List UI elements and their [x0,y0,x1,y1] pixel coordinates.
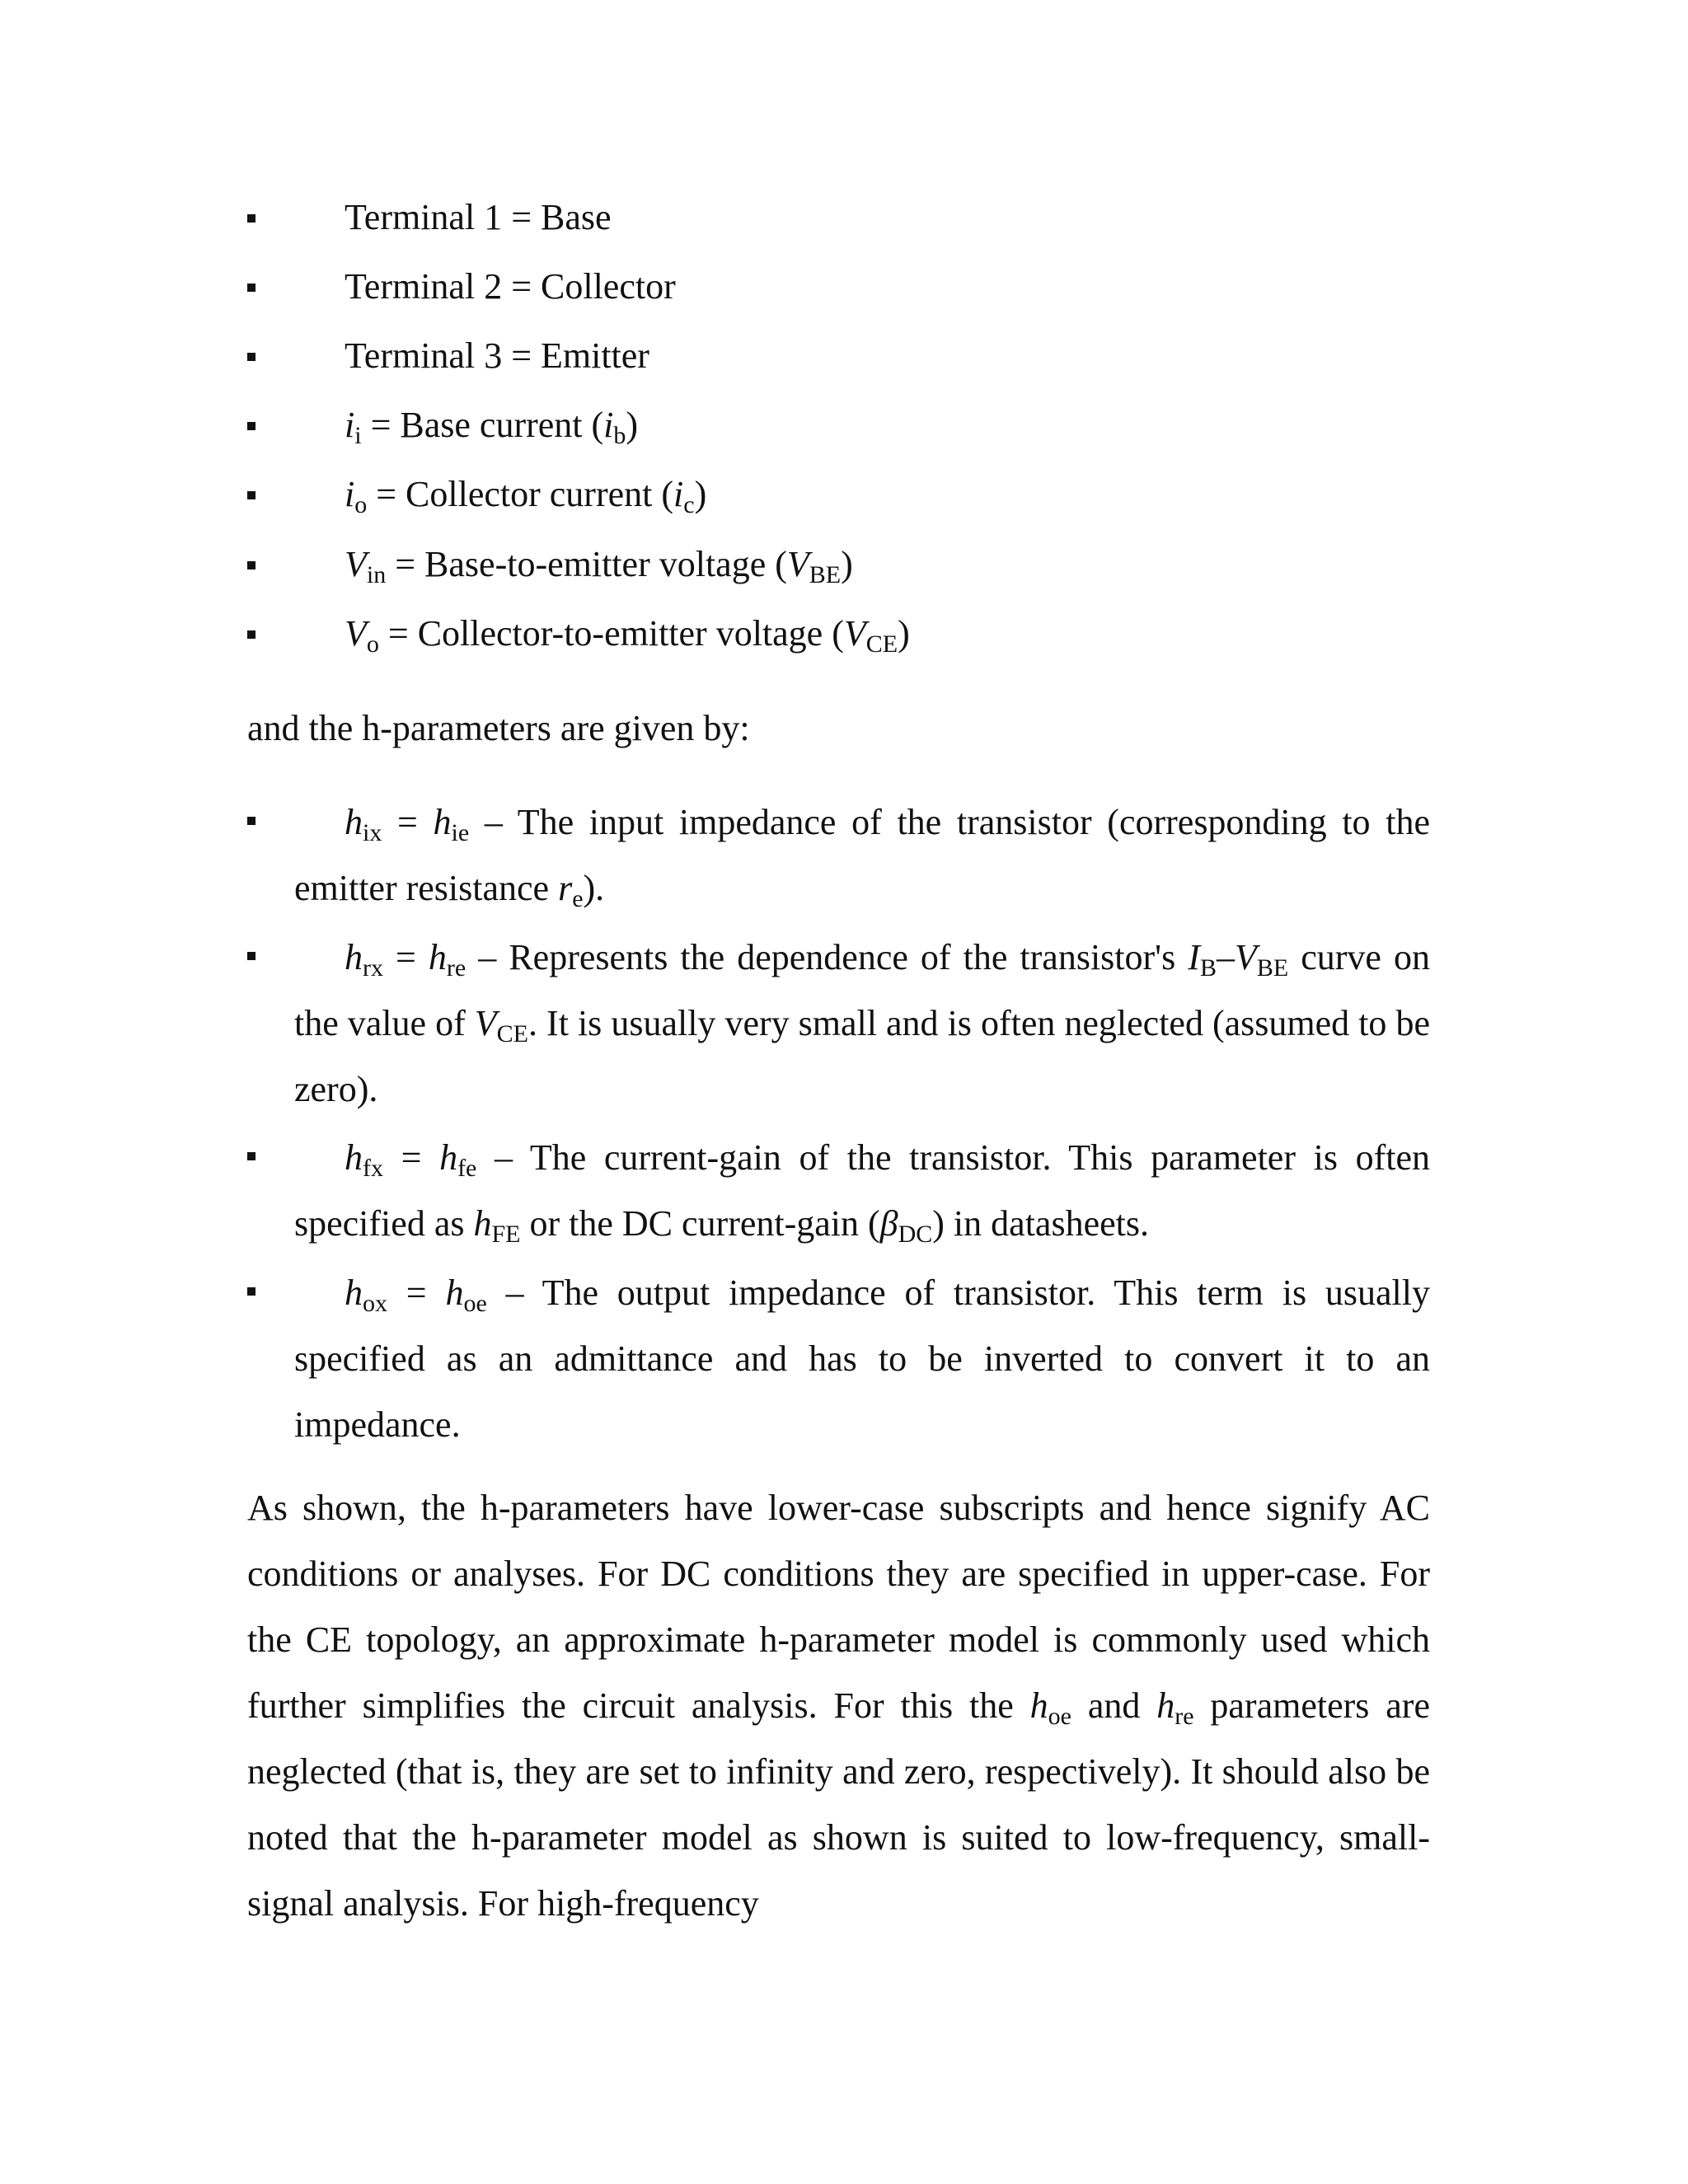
list-bullet [247,353,256,361]
closing-paragraph: As shown, the h-parameters have lower-case subscripts and hence signify AC conditions or analyses. For DC conditions they are specified in upper-case. For the CE topology, an approximate h-parameter model is commonly used which further simplifies the circuit analysis. For this the $h_{oe}$ and $h_{re}$ parameters are neglected (that is, they are set to infinity and zero, respectively). It should also be noted that the h-parameter model as shown is suited to low-frequency, small-signal analysis. For high-frequency [247,1488,1430,1924]
terminal-2-line: Terminal 2 = Collector [345,266,676,307]
list-bullet [247,214,256,223]
output-current-line: $i_o$ = Collector current $(i_c)$ [345,474,707,518]
list-bullet [247,1287,256,1296]
list-bullet [247,284,256,292]
input-current-line: $i_i$ = Base current $(i_b)$ [345,405,639,449]
list-bullet [247,561,256,569]
hparam-hrx: $h_{rx} = h_{re}$ – Represents the dependence of the transistor's $I_B-V_{BE}$ curve on the value of $V_{CE}$. It is usually very small and is often neglected (assumed to be zero). [294,937,1430,1109]
list-bullet [247,491,256,499]
hparam-hox: $h_{ox} = h_{oe}$ – The output impedance of transistor. This term is usually specified as an admittance and has to be inverted to convert it to an impedance. [294,1272,1430,1445]
terminal-3-line: Terminal 3 = Emitter [345,335,649,376]
list-bullet [247,952,256,960]
hparam-intro: and the h-parameters are given by: [247,708,750,748]
output-voltage-line: $V_o$ = Collector-to-emitter voltage $(V_{CE})$ [345,613,910,658]
list-bullet [247,422,256,430]
hparam-hix: $h_{ix} = h_{ie}$ – The input impedance of the transistor (corresponding to the emitter resistance $r_e$). [294,802,1430,912]
terminal-1-line: Terminal 1 = Base [345,197,612,237]
hparam-hfx: $h_{fx} = h_{fe}$ – The current-gain of the transistor. This parameter is often specified as $h_{FE}$ or the DC current-gain $(\beta_{DC})$ in datasheets. [294,1137,1430,1248]
list-bullet [247,630,256,639]
input-voltage-line: $V_{in}$ = Base-to-emitter voltage $(V_{BE})$ [345,544,853,588]
list-bullet [247,817,256,825]
list-bullet [247,1152,256,1160]
